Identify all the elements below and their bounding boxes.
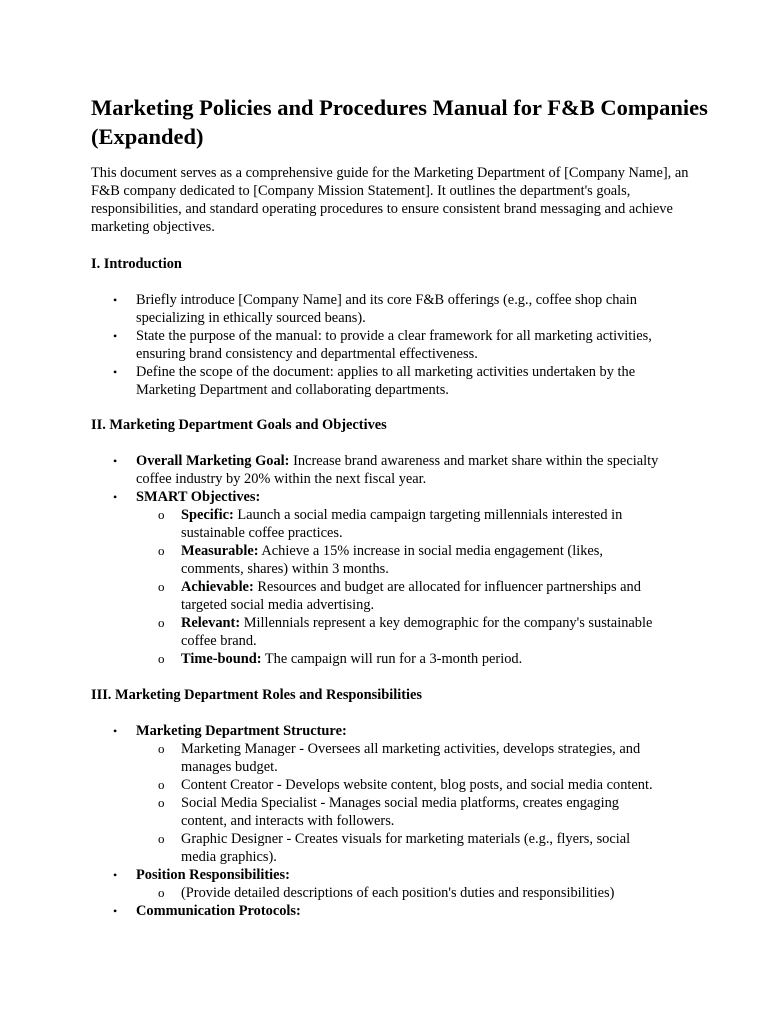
circle-bullet-icon: o bbox=[158, 507, 165, 522]
list-item: o Social Media Specialist - Manages social media platforms, creates engaging content, and interacts with followers. bbox=[158, 795, 619, 829]
smart-objectives-list bbox=[0, 506, 676, 668]
list-item: o Content Creator - Develops website content, blog posts, and social media content. bbox=[158, 777, 653, 793]
section-1-heading: I. Introduction bbox=[91, 256, 182, 272]
section-3-list bbox=[0, 722, 768, 920]
circle-bullet-icon: o bbox=[158, 651, 165, 666]
circle-bullet-icon: o bbox=[158, 795, 165, 810]
list-item: • Communication Protocols: bbox=[113, 903, 301, 919]
bullet-icon: • bbox=[113, 490, 118, 504]
list-item: o Relevant: Millennials represent a key demographic for the company's sustainable coffee brand. bbox=[158, 615, 653, 649]
bullet-icon: • bbox=[113, 329, 118, 343]
bullet-icon: • bbox=[113, 454, 118, 468]
bullet-icon: • bbox=[113, 868, 118, 882]
position-list bbox=[0, 884, 676, 902]
section-2-list bbox=[0, 452, 768, 668]
list-item: • Overall Marketing Goal: Increase brand awareness and market share within the specialty coffee industry by 20% within the next fiscal year. bbox=[113, 453, 659, 487]
section-3-heading: III. Marketing Department Roles and Responsibilities bbox=[91, 687, 422, 703]
list-item: o Graphic Designer - Creates visuals for marketing materials (e.g., flyers, social media graphics). bbox=[158, 831, 631, 865]
section-1-list bbox=[0, 291, 768, 399]
section-2-heading: II. Marketing Department Goals and Objectives bbox=[91, 417, 387, 433]
list-item: • Briefly introduce [Company Name] and its core F&B offerings (e.g., coffee shop chain specializing in ethically sourced beans). bbox=[113, 292, 638, 326]
bullet-icon: • bbox=[113, 365, 118, 379]
list-item: • Define the scope of the document: applies to all marketing activities undertaken by the Marketing Department and collaborating departments. bbox=[113, 364, 636, 398]
circle-bullet-icon: o bbox=[158, 831, 165, 846]
list-item: o Measurable: Achieve a 15% increase in social media engagement (likes, comments, shares) within 3 months. bbox=[158, 543, 603, 577]
document-title: Marketing Policies and Procedures Manual for F&B Companies (Expanded) bbox=[91, 95, 708, 149]
circle-bullet-icon: o bbox=[158, 579, 165, 594]
structure-list bbox=[0, 740, 676, 866]
circle-bullet-icon: o bbox=[158, 777, 165, 792]
intro-paragraph: This document serves as a comprehensive guide for the Marketing Department of [Company Name], an F&B company dedicated to [Company Mission Statement]. It outlines the department's goals, responsibilities, and standard operating procedures to ensure consistent brand messaging and achieve marketing objectives. bbox=[91, 165, 689, 235]
bullet-icon: • bbox=[113, 293, 118, 307]
bullet-icon: • bbox=[113, 724, 118, 738]
bullet-icon: • bbox=[113, 904, 118, 918]
list-item: • State the purpose of the manual: to provide a clear framework for all marketing activities, ensuring brand consistency and departmental effectiveness. bbox=[113, 328, 652, 362]
list-item: o Time-bound: The campaign will run for a 3-month period. bbox=[158, 651, 523, 667]
list-item: • Marketing Department Structure: o Marketing Manager - Oversees all marketing activities, develops strategies, and manages budget. o Content Creator - Develops website content, blog posts, and social media content. o Social Media Specialist - Manages social media platforms, creates engaging content, and interacts with followers. o Graphic Designer - Creates visuals for marketing materials (e.g., flyers, social media graphics). bbox=[0, 722, 676, 866]
circle-bullet-icon: o bbox=[158, 741, 165, 756]
list-item: o (Provide detailed descriptions of each position's duties and responsibilities) bbox=[158, 885, 615, 901]
list-item: o Specific: Launch a social media campaign targeting millennials interested in sustainable coffee practices. bbox=[158, 507, 623, 541]
circle-bullet-icon: o bbox=[158, 885, 165, 900]
list-item: o Marketing Manager - Oversees all marketing activities, develops strategies, and manages budget. bbox=[158, 741, 641, 775]
list-item: o Achievable: Resources and budget are allocated for influencer partnerships and targeted social media advertising. bbox=[158, 579, 641, 613]
list-item: • Position Responsibilities: o (Provide detailed descriptions of each position's duties and responsibilities) bbox=[0, 866, 676, 902]
list-item: • SMART Objectives: o Specific: Launch a social media campaign targeting millennials interested in sustainable coffee practices. o Measurable: Achieve a 15% increase in social media engagement (likes, comments, shares) within 3 months. o Achievable: Resources and budget are allocated for influencer partnerships and targeted social media advertising. o Relevant: Millennials represent a key demographic for the company's sustainable coffee brand. o Time-bound: The campaign will run for a 3-month period. bbox=[0, 488, 676, 668]
circle-bullet-icon: o bbox=[158, 615, 165, 630]
circle-bullet-icon: o bbox=[158, 543, 165, 558]
